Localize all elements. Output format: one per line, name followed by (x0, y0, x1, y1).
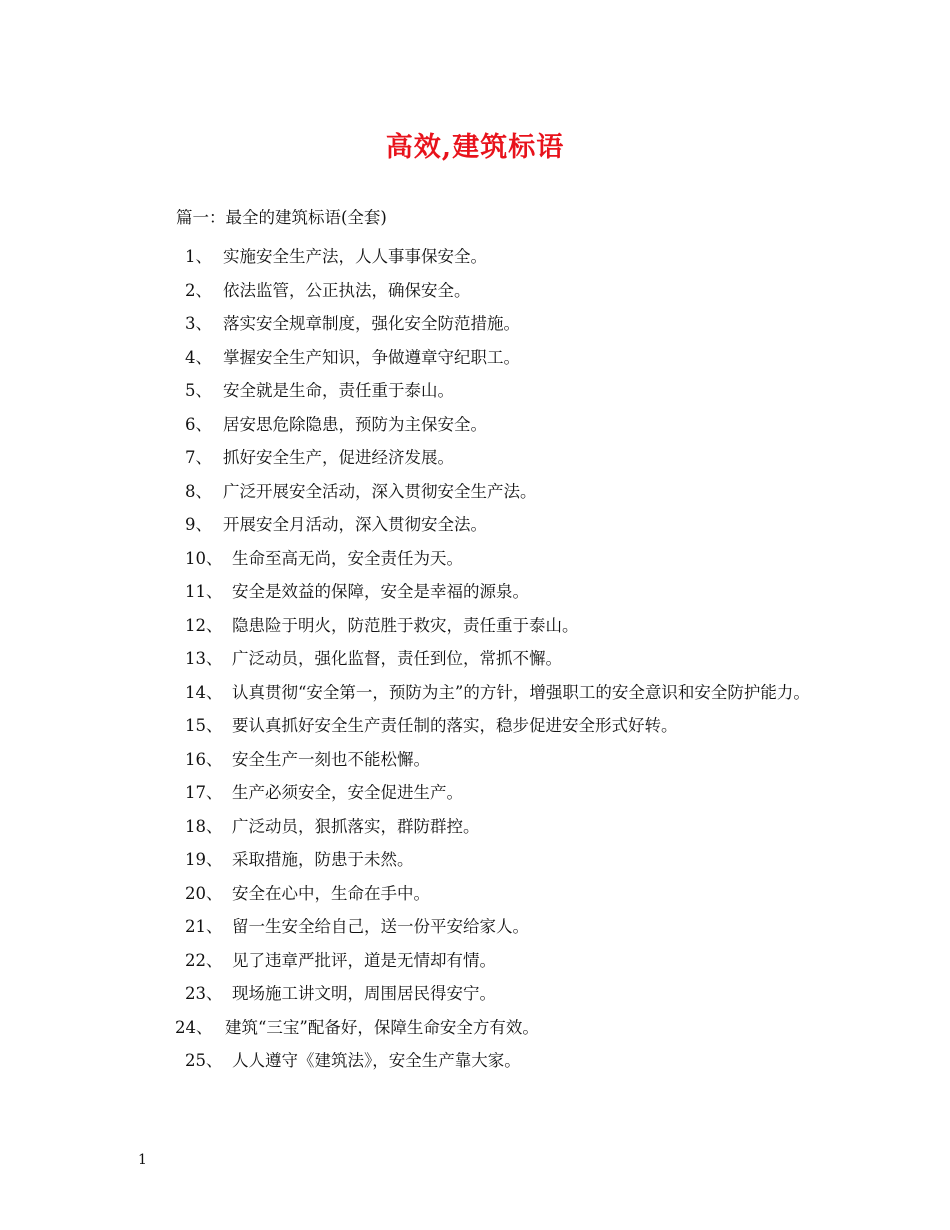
list-item (138, 240, 818, 274)
item-text: 现场施工讲文明，周围居民得安宁。 (232, 984, 496, 1003)
item-number: 20、 (185, 883, 223, 903)
item-number: 2、 (185, 280, 212, 300)
page-number: 1 (138, 1152, 147, 1168)
list-item (138, 776, 818, 810)
item-number: 6、 (185, 414, 212, 434)
list-item (138, 441, 818, 475)
item-number: 17、 (185, 783, 223, 802)
list-item (138, 1011, 818, 1045)
list-item (138, 341, 818, 375)
item-number: 15、 (185, 716, 223, 735)
item-text: 见了违章严批评，道是无情却有情。 (232, 950, 496, 970)
item-text: 掌握安全生产知识，争做遵章守纪职工。 (223, 347, 520, 367)
item-number: 5、 (185, 381, 212, 400)
list-item (138, 609, 818, 643)
item-number: 10、 (185, 548, 223, 568)
list-item (138, 910, 818, 944)
list-item (138, 542, 818, 576)
item-number: 12、 (185, 615, 223, 635)
item-text: 广泛动员，狠抓落实，群防群控。 (232, 816, 480, 836)
item-text: 安全在心中，生命在手中。 (232, 883, 430, 903)
list-item (138, 575, 818, 609)
item-number: 18、 (185, 816, 223, 836)
item-number: 25、 (185, 1051, 223, 1070)
item-text: 留一生安全给自己，送一份平安给家人。 (232, 917, 529, 936)
item-number: 14、 (185, 682, 223, 702)
item-number: 22、 (185, 950, 223, 970)
item-number: 19、 (185, 850, 223, 869)
item-text: 生产必须安全，安全促进生产。 (232, 783, 463, 802)
item-text: 隐患险于明火，防范胜于救灾，责任重于泰山。 (232, 615, 579, 635)
item-number: 1、 (185, 247, 212, 266)
item-text: 生命至高无尚，安全责任为天。 (232, 548, 463, 568)
item-number: 4、 (185, 347, 212, 367)
slogan-list (138, 240, 818, 1078)
list-item (138, 508, 818, 542)
list-item (138, 374, 818, 408)
list-item (138, 676, 818, 710)
item-text: 采取措施，防患于未然。 (232, 850, 414, 869)
section-heading: 篇一：最全的建筑标语(全套) (176, 208, 387, 227)
item-text: 建筑“三宝”配备好，保障生命安全方有效。 (225, 1017, 539, 1037)
item-text: 人人遵守《建筑法》，安全生产靠大家。 (232, 1051, 521, 1070)
list-item (138, 743, 818, 777)
document-title: 高效,建筑标语 (385, 132, 565, 163)
item-text: 安全生产一刻也不能松懈。 (232, 749, 430, 769)
item-number: 3、 (185, 314, 212, 333)
list-item (138, 1044, 818, 1078)
list-item (138, 408, 818, 442)
item-number: 7、 (185, 448, 212, 467)
item-text: 广泛动员，强化监督，责任到位，常抓不懈。 (232, 649, 562, 668)
list-item (138, 475, 818, 509)
list-item (138, 843, 818, 877)
item-text: 广泛开展安全活动，深入贯彻安全生产法。 (223, 481, 537, 501)
item-text: 落实安全规章制度，强化安全防范措施。 (223, 314, 520, 333)
list-item (138, 274, 818, 308)
item-number: 9、 (185, 515, 212, 534)
item-text: 认真贯彻“安全第一，预防为主”的方针，增强职工的安全意识和安全防护能力。 (232, 682, 810, 702)
item-number: 24、 (175, 1017, 213, 1037)
item-text: 安全就是生命，责任重于泰山。 (223, 381, 454, 400)
list-item (138, 642, 818, 676)
list-item (138, 709, 818, 743)
list-item (138, 810, 818, 844)
item-text: 要认真抓好安全生产责任制的落实，稳步促进安全形式好转。 (232, 716, 678, 735)
list-item (138, 307, 818, 341)
item-number: 21、 (185, 917, 223, 936)
list-item (138, 944, 818, 978)
item-number: 13、 (185, 649, 223, 668)
item-number: 23、 (185, 984, 223, 1003)
item-number: 16、 (185, 749, 223, 769)
item-number: 8、 (185, 481, 212, 501)
item-number: 11、 (185, 582, 223, 601)
list-item (138, 977, 818, 1011)
item-text: 实施安全生产法，人人事事保安全。 (223, 247, 487, 266)
item-text: 依法监管，公正执法，确保安全。 (223, 280, 471, 300)
list-item (138, 877, 818, 911)
item-text: 居安思危除隐患，预防为主保安全。 (223, 414, 487, 434)
item-text: 抓好安全生产，促进经济发展。 (223, 448, 454, 467)
item-text: 安全是效益的保障，安全是幸福的源泉。 (232, 582, 529, 601)
item-text: 开展安全月活动，深入贯彻安全法。 (223, 515, 487, 534)
